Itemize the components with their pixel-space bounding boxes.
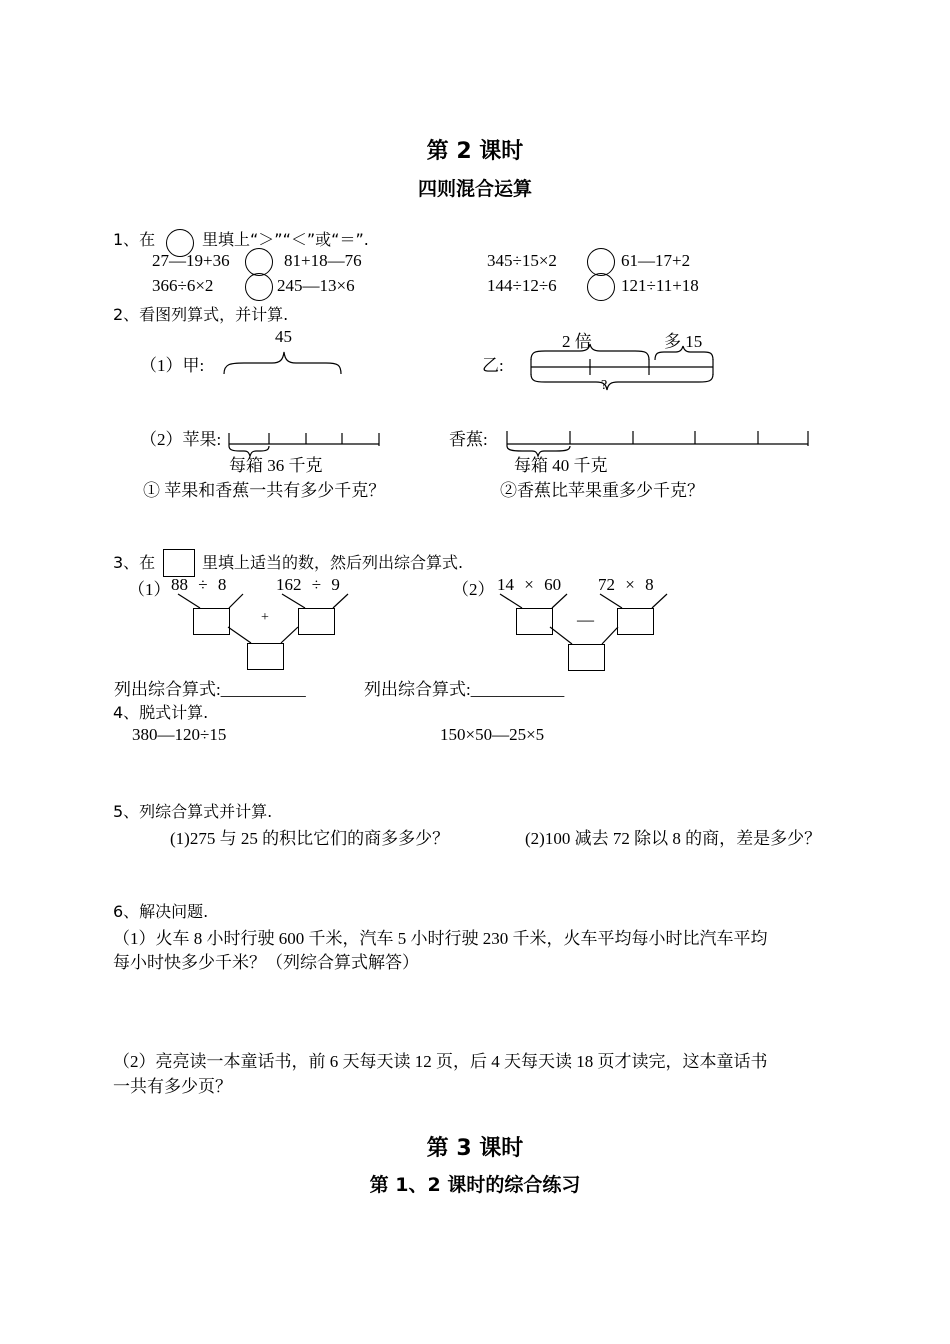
q1-right-expr: 81+18—76 [284,251,362,270]
q2-question-a: ① 苹果和香蕉一共有多少千克？ [143,481,386,500]
q1-right-expr: 61—17+2 [621,251,691,270]
q3-part2-expr-b: 72 × 8 [598,575,654,594]
q1-left-expr: 345÷15×2 [487,251,557,270]
q2-title: 2、看图列算式，并计算. [113,305,289,324]
q5-part2: (2)100 减去 72 除以 8 的商，差是多少？ [525,829,822,848]
q1-left-expr: 27—19+36 [152,251,230,270]
q4-expr-b: 150×50—25×5 [440,725,545,744]
q5-part1: (1)275 与 25 的积比它们的商多多少？ [170,829,450,848]
q6-part1-line1: （1）火车 8 小时行驶 600 千米，汽车 5 小时行驶 230 千米，火车平均每小时比汽车平均 [113,929,768,948]
q2-part1-label: （1）甲: [140,356,205,375]
lesson3-title: 第 3 课时 [426,1136,524,1161]
banana-box-brace [507,446,570,456]
q3-formula-line-2: 列出综合算式:___________ [364,680,565,699]
q6-part2-line1: （2）亮亮读一本童话书，前 6 天每天读 12 页，后 4 天每天读 18 页才读完，这本童话书 [113,1052,768,1071]
q2-question-b: ②香蕉比苹果重多少千克？ [500,481,704,500]
yi-question-mark: ? [601,378,608,393]
q1-left-expr: 144÷12÷6 [487,276,557,295]
q5-title: 5、列综合算式并计算. [113,802,273,821]
q1-right-expr: 245—13×6 [277,276,355,295]
yi-more-label: 多 15 [664,332,703,351]
yi-times-label: 2 倍 [562,332,592,351]
lesson-title: 第 2 课时 [426,139,524,164]
q2-part2-label: （2）苹果: [140,430,222,449]
yi-total-brace [531,374,713,390]
q1-left-expr: 366÷6×2 [152,276,214,295]
yi-label: 乙: [482,356,504,375]
q6-title: 6、解决问题. [113,902,209,921]
q6-part1-line2: 每小时快多少千米？（列综合算式解答） [113,953,419,972]
banana-box-weight: 每箱 40 千克 [514,456,608,475]
jia-brace [224,352,341,374]
q3-part2-label: （2） [452,580,495,599]
q3-part1-expr-a: 88 ÷ 8 [171,575,227,594]
q3-part2-operator: — [577,610,594,629]
q3-prefix: 3、在 [113,553,156,572]
q3-part1-operator: + [261,610,269,625]
jia-value: 45 [275,327,292,346]
q1-prefix: 1、在 [113,230,156,249]
yi-more-brace [655,346,713,360]
q6-part2-line2: 一共有多少页？ [113,1077,232,1096]
q3-formula-line-1: 列出综合算式:__________ [114,680,306,699]
q1-right-expr: 121÷11+18 [621,276,699,295]
q4-title: 4、脱式计算. [113,703,209,722]
q3-part2-expr-a: 14 × 60 [497,575,562,594]
lesson-subtitle: 四则混合运算 [417,178,532,200]
banana-label: 香蕉: [449,430,488,449]
q3-instruction: 里填上适当的数，然后列出综合算式. [202,553,464,572]
apple-box-weight: 每箱 36 千克 [229,456,323,475]
q4-expr-a: 380—120÷15 [132,725,227,744]
yi-times-brace [531,344,649,360]
q3-part1-expr-b: 162 ÷ 9 [276,575,340,594]
q3-part1-label: （1） [128,580,171,599]
apple-box-brace [229,446,269,456]
q1-instruction: 里填上“＞”“＜”或“＝”. [202,230,369,249]
lesson3-subtitle: 第 1、2 课时的综合练习 [369,1174,581,1196]
